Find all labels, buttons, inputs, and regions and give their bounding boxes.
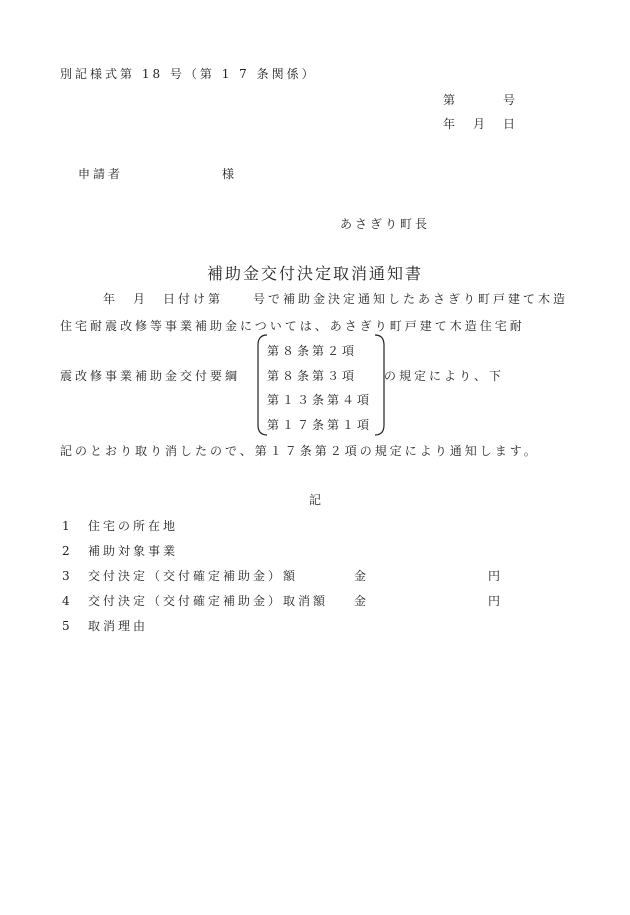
item-yen: 円 bbox=[488, 569, 504, 583]
body-line-3-prefix: 震改修事業補助金交付要綱 bbox=[60, 369, 241, 383]
ki-heading: 記 bbox=[309, 493, 325, 507]
body-line-1: 年 月 日付け第 号で補助金決定通知したあさぎり町戸建て木造 bbox=[103, 292, 569, 306]
sender-name: あさぎり町長 bbox=[340, 217, 431, 231]
article-4: 第１７条第１項 bbox=[267, 418, 373, 432]
item-number: 2 bbox=[62, 544, 73, 558]
item-kin: 金 bbox=[354, 594, 370, 608]
item-label: 住宅の所在地 bbox=[88, 519, 179, 533]
item-number: 3 bbox=[62, 569, 73, 583]
body-line-3-suffix: の規定により、下 bbox=[384, 369, 505, 383]
article-2: 第８条第３項 bbox=[267, 369, 358, 383]
item-number: 5 bbox=[62, 619, 73, 633]
item-label: 交付決定（交付確定補助金）額 bbox=[88, 569, 299, 583]
item-yen: 円 bbox=[488, 594, 504, 608]
item-kin: 金 bbox=[354, 569, 370, 583]
applicant-label: 申請者 bbox=[78, 167, 124, 181]
body-line-2: 住宅耐震改修等事業補助金については、あさぎり町戸建て木造住宅耐 bbox=[60, 319, 525, 333]
article-1: 第８条第２項 bbox=[267, 344, 358, 358]
item-number: 1 bbox=[62, 519, 73, 533]
item-label: 取消理由 bbox=[88, 619, 149, 633]
document-title: 補助金交付決定取消通知書 bbox=[207, 264, 424, 283]
item-label: 補助対象事業 bbox=[88, 544, 179, 558]
body-line-4: 記のとおり取り消したので、第１７条第２項の規定により通知します。 bbox=[60, 444, 539, 458]
honorific: 様 bbox=[222, 167, 238, 181]
item-number: 4 bbox=[62, 594, 73, 608]
document-number: 第 号 bbox=[443, 93, 519, 107]
article-3: 第１３条第４項 bbox=[267, 393, 373, 407]
document-date: 年 月 日 bbox=[443, 117, 519, 131]
item-label: 交付決定（交付確定補助金）取消額 bbox=[88, 594, 329, 608]
form-label: 別記様式第 18 号（第 1 7 条関係） bbox=[60, 67, 317, 81]
